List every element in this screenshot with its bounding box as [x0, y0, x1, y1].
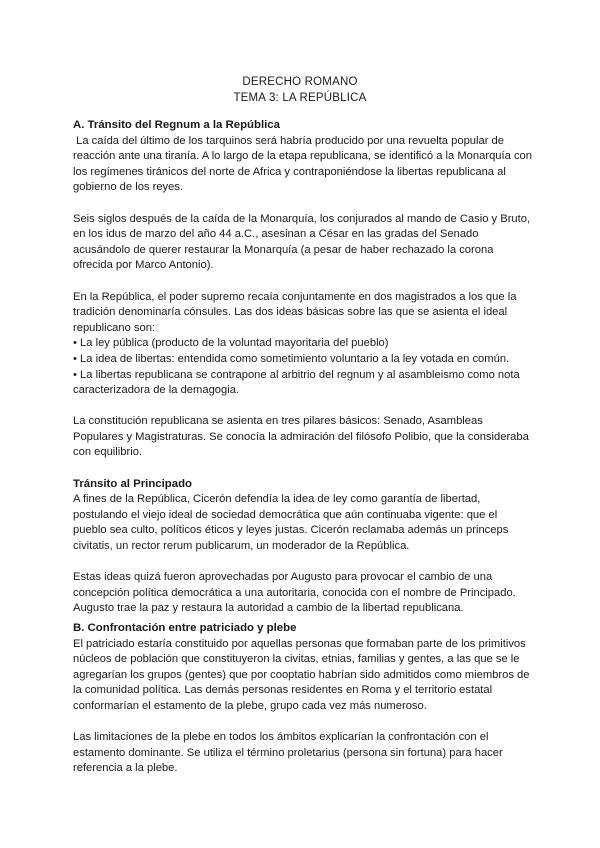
- principado-heading: Tránsito al Principado: [73, 477, 192, 490]
- section-a-heading: A. Tránsito del Regnum a la República: [73, 119, 280, 131]
- list-item: • La libertas republicana se contrapone al arbitrio del regnum y al asambleismo como nota caracterizadora de la demagogia.: [73, 368, 533, 399]
- list-item: • La ley pública (producto de la voluntad mayoritaria del pueblo): [73, 336, 533, 352]
- section-a-paragraph-4: La constitución republicana se asienta en tres pilares básicos: Senado, Asambleas Populares y Magistraturas. Se conocía la admiración del filósofo Polibio, que la consideraba con equilibrio.: [73, 415, 529, 459]
- list-item: • La idea de libertas: entendida como sometimiento voluntario a la ley votada en común.: [73, 352, 533, 368]
- principado-paragraph-2: Estas ideas quizá fueron aprovechadas por Augusto para provocar el cambio de una concepción política democrática a una autoritaria, conocida con el nombre de Principado. Augusto trae la paz y restaura la autoridad a cambio de la libertad republicana.: [73, 571, 516, 615]
- section-a-paragraph-2: Seis siglos después de la caída de la Monarquía, los conjurados al mando de Casio y Bruto, en los idus de marzo del año 44 a.C., asesinan a César en las gradas del Senado acusándolo de querer restaurar la Monarquía (a pesar de haber rechazado la corona ofrecida por Marco Antonio).: [73, 212, 531, 272]
- topic-title: TEMA 3: LA REPÚBLICA: [233, 92, 367, 104]
- section-b-heading: B. Confrontación entre patriciado y plebe: [73, 622, 297, 634]
- principado-paragraph-1: A fines de la República, Cicerón defendía la idea de ley como garantía de libertad, postulando el viejo ideal de sociedad democrática que aún continuaba vigente: que el pueblo sea culto, políticos éticos y leyes justas. Cicerón reclamaba además un princeps civitatis, un rector rerum publicarum, un moderador de la República.: [73, 493, 509, 553]
- document-body: [73, 118, 536, 793]
- republican-ideals-list: [73, 336, 533, 398]
- section-b-paragraph-2: Las limitaciones de la plebe en todos los ámbitos explicarían la confrontación con el estamento dominante. Se utiliza el término proletarius (persona sin fortuna) para hacer referencia a la plebe.: [73, 731, 503, 775]
- document-header: [0, 74, 600, 106]
- section-a-paragraph-3: En la República, el poder supremo recaía conjuntamente en dos magistrados a los que la tradición denominaría cónsules. Las dos ideas básicas sobre las que se asienta el ideal republicano son:: [73, 290, 517, 334]
- course-title: DERECHO ROMANO: [242, 76, 358, 88]
- section-a-paragraph-1: La caída del último de los tarquinos será habría producido por una revuelta popular de reacción ante una tiranía. A lo largo de la etapa republicana, se identificó a la Monarquía con los regímenes tiránicos del norte de Africa y contraponiéndose la libertas republicana al gobierno de los reyes.: [73, 134, 536, 194]
- section-b-paragraph-1: El patriciado estaría constituido por aquellas personas que formaban parte de los primitivos núcleos de población que constituyeron la civitas, etnias, familias y gentes, a las que se le agregarían los grupos (gentes) que por cooptatio habrían sido admitidos como miembros de la comunidad política. Las demás personas residentes en Roma y el territorio estatal conformarían el estamento de la plebe, grupo cada vez más numeroso.: [73, 637, 530, 712]
